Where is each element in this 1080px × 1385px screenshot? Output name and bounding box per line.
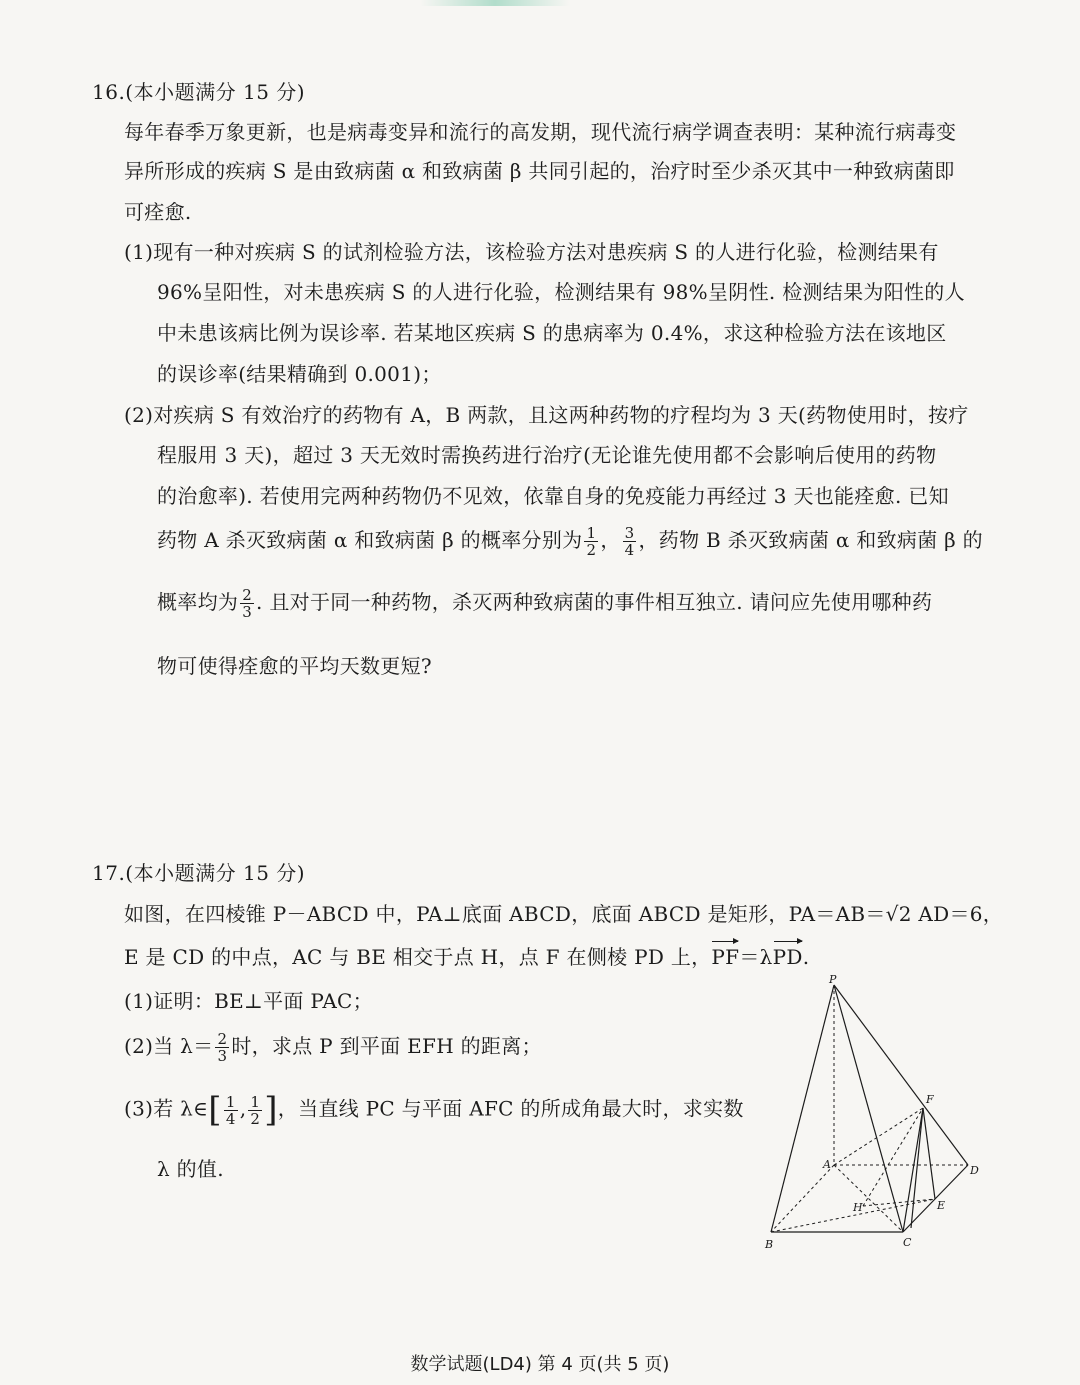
fraction-three-quarters bbox=[623, 525, 637, 558]
fraction-denominator: 4 bbox=[225, 1109, 236, 1128]
fraction-numerator: 1 bbox=[250, 1092, 261, 1111]
q16-part2-line-4 bbox=[157, 524, 983, 558]
vector-pd: PD bbox=[772, 945, 803, 969]
right-bracket: ] bbox=[264, 1090, 278, 1130]
pyramid-diagram bbox=[755, 970, 995, 1260]
q17-intro-line-1: 如图，在四棱锥 P－ABCD 中，PA⊥底面 ABCD，底面 ABCD 是矩形，PA＝AB＝√2 AD＝6， bbox=[124, 902, 1004, 926]
q17-part3-text-b: ，当直线 PC 与平面 AFC 的所成角最大时，求实数 bbox=[277, 1096, 744, 1121]
fraction-numerator: 1 bbox=[586, 524, 597, 542]
label-d: D bbox=[970, 1164, 979, 1177]
q16-part1-line-4: 的误诊率(结果精确到 0.001)； bbox=[157, 362, 442, 386]
q17-part3-line-2: λ 的值. bbox=[157, 1157, 224, 1181]
label-p: P bbox=[829, 973, 837, 986]
page-footer: 数学试题(LD4) 第 4 页(共 5 页) bbox=[410, 1354, 670, 1375]
q16-part2-line-4-text-a: 药物 A 杀灭致病菌 α 和致病菌 β 的概率分别为 bbox=[157, 528, 583, 552]
fraction-one-half bbox=[248, 1094, 262, 1127]
scan-smudge bbox=[420, 0, 570, 6]
q16-part2-line-5-text-b: . 且对于同一种药物，杀灭两种致病菌的事件相互独立. 请问应先使用哪种药 bbox=[256, 590, 933, 614]
edge-he bbox=[863, 1199, 935, 1206]
fraction-numerator: 2 bbox=[217, 1030, 228, 1048]
q16-part2-line-6: 物可使得痊愈的平均天数更短? bbox=[157, 654, 432, 678]
label-h: H bbox=[853, 1201, 863, 1214]
edge-fe bbox=[923, 1108, 935, 1199]
label-a: A bbox=[823, 1158, 831, 1171]
fraction-denominator: 2 bbox=[250, 1109, 261, 1128]
q16-intro-line-1: 每年春季万象更新，也是病毒变异和流行的高发期，现代流行病学调查表明：某种流行病毒变 bbox=[124, 120, 957, 144]
q17-period: . bbox=[802, 945, 810, 969]
q16-part2-line-5 bbox=[157, 586, 932, 620]
q16-part1-line-3: 中未患该病比例为误诊率. 若某地区疾病 S 的患病率为 0.4%，求这种检验方法在该地区 bbox=[157, 321, 947, 345]
q16-part2-line-4-sep: ， bbox=[600, 528, 621, 552]
pyramid-figure bbox=[755, 970, 995, 1260]
fraction-two-thirds bbox=[240, 587, 254, 620]
q17-part3: (3)若 λ∈[ $\frac{1}{4}$ , $\frac{1}{2}$ ]，当直线 PC 与平面 AFC 的所成角最大时，求实数 bbox=[124, 1090, 744, 1130]
q17-part2-text-a: (2)当 λ＝ bbox=[124, 1034, 214, 1058]
fraction-numerator: 2 bbox=[242, 586, 253, 604]
q17-part3-text-a: (3)若 λ∈ bbox=[124, 1096, 209, 1121]
left-bracket: [ bbox=[208, 1090, 222, 1130]
fraction-denominator: 4 bbox=[624, 541, 635, 559]
q16-part2-line-3: 的治愈率). 若使用完两种药物仍不见效，依靠自身的免疫能力再经过 3 天也能痊愈. 已知 bbox=[157, 484, 949, 508]
edge-pc bbox=[834, 985, 903, 1232]
label-e: E bbox=[937, 1199, 946, 1212]
edge-ac bbox=[834, 1165, 903, 1232]
fraction-one-quarter bbox=[224, 1094, 238, 1127]
edge-pb bbox=[771, 985, 834, 1232]
fraction-one-half bbox=[584, 525, 598, 558]
edge-pd bbox=[834, 985, 968, 1165]
fraction-denominator: 3 bbox=[242, 603, 253, 621]
q16-header: 16.(本小题满分 15 分) bbox=[92, 80, 306, 104]
label-f: F bbox=[926, 1093, 934, 1106]
vector-pf: PF bbox=[711, 945, 740, 969]
fraction-two-thirds bbox=[215, 1031, 229, 1064]
q16-part1-line-1: (1)现有一种对疾病 S 的试剂检验方法，该检验方法对患疾病 S 的人进行化验，检测结果有 bbox=[124, 240, 939, 264]
q17-part2 bbox=[124, 1030, 542, 1064]
q16-intro-line-3: 可痊愈. bbox=[124, 200, 192, 224]
edge-ab bbox=[771, 1165, 834, 1232]
q16-intro-line-2: 异所形成的疾病 S 是由致病菌 α 和致病菌 β 共同引起的，治疗时至少杀灭其中一种致病菌即 bbox=[124, 159, 955, 183]
q17-part1: (1)证明：BE⊥平面 PAC； bbox=[124, 989, 373, 1013]
q17-header: 17.(本小题满分 15 分) bbox=[92, 861, 306, 885]
fraction-denominator: 3 bbox=[217, 1047, 228, 1065]
q17-part2-text-b: 时，求点 P 到平面 EFH 的距离； bbox=[231, 1034, 542, 1058]
q17-intro-line-2 bbox=[124, 941, 809, 970]
fraction-numerator: 3 bbox=[624, 524, 635, 542]
label-b: B bbox=[765, 1238, 774, 1251]
q16-part2-line-2: 程服用 3 天)，超过 3 天无效时需换药进行治疗(无论谁先使用都不会影响后使用的药物 bbox=[157, 443, 937, 467]
q17-intro-line-2-text: E 是 CD 的中点，AC 与 BE 相交于点 H，点 F 在侧棱 PD 上， bbox=[124, 945, 712, 969]
q16-part2-line-5-text-a: 概率均为 bbox=[157, 590, 239, 614]
q16-part1-line-2: 96%呈阳性，对未患疾病 S 的人进行化验，检测结果有 98%呈阴性. 检测结果为阳性的人 bbox=[157, 280, 965, 304]
q16-part2-line-1: (2)对疾病 S 有效治疗的药物有 A，B 两款，且这两种药物的疗程均为 3 天(药物使用时，按疗 bbox=[124, 403, 969, 427]
fraction-numerator: 1 bbox=[225, 1092, 236, 1111]
q16-part2-line-4-text-b: ，药物 B 杀灭致病菌 α 和致病菌 β 的 bbox=[638, 528, 983, 552]
label-c: C bbox=[903, 1236, 912, 1249]
fraction-denominator: 2 bbox=[586, 541, 597, 559]
q17-equals-lambda: ＝λ bbox=[739, 945, 773, 969]
edge-af bbox=[834, 1108, 923, 1165]
